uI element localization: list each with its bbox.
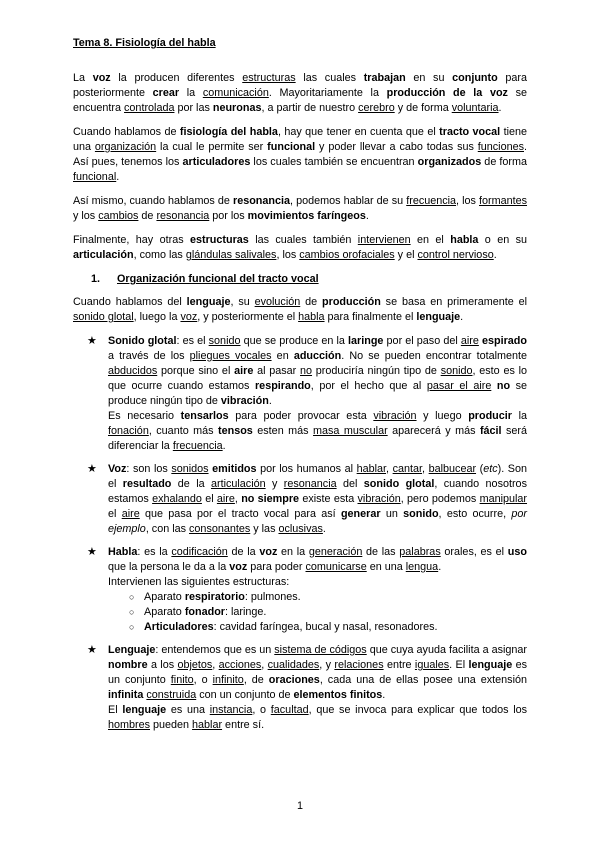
paragraph-intro: La voz la producen diferentes estructuras las cuales trabajan en su conjunto para posteriormente crear la comunicación. Mayoritariamente la producción de la voz se encuentra controlada por las neuronas, a partir de nuestro cerebro y de forma voluntaria. xyxy=(73,72,528,114)
document-page xyxy=(73,36,527,741)
list-item: ○ Articuladores: cavidad faríngea, bucal y nasal, resonadores. xyxy=(129,620,527,635)
page-number: 1 xyxy=(296,800,303,812)
star-icon: ★ xyxy=(87,546,97,558)
bullet-habla: ★ Habla: es la codificación de la voz en la generación de las palabras orales, es el uso que la persona le da a la voz para poder comunicarse en una lengua. Intervienen las siguientes estructuras: ○ Aparato respiratorio: pulmones. ○ Aparato fonador: laringe. ○ Articuladores: cavidad faríngea, bucal y nasal, resonadores. xyxy=(73,545,527,635)
list-item: ○ Aparato fonador: laringe. xyxy=(129,605,527,620)
bullet-lenguaje: ★ Lenguaje: entendemos que es un sistema de códigos que cuya ayuda facilita a asignar nombre a los objetos, acciones, cualidades, y relaciones entre iguales. El lenguaje es un conjunto finito, o infinito, de oraciones, cada una de ellas posee una extensión infinita construida con un conjunto de elementos finitos. El lenguaje es una instancia, o facultad, que se invoca para explicar que todos los hombres pueden hablar entre sí. xyxy=(87,644,528,731)
document-title: Tema 8. Fisiología del habla xyxy=(73,37,216,49)
paragraph-language: Cuando hablamos del lenguaje, su evolución de producción se basa en primeramente el sonido glotal, luego la voz, y posteriormente el habla para finalmente el lenguaje. xyxy=(73,296,528,323)
paragraph-resonance: Así mismo, cuando hablamos de resonancia, podemos hablar de su frecuencia, los formantes y los cambios de resonancia por los movimientos faríngeos. xyxy=(73,195,528,222)
paragraph-structures: Finalmente, hay otras estructuras las cuales también intervienen en el habla o en su articulación, como las glándulas salivales, los cambios orofaciales y el control nervioso. xyxy=(73,234,528,261)
section-heading: 1. Organización funcional del tracto vocal xyxy=(91,273,319,285)
star-icon: ★ xyxy=(87,463,97,475)
paragraph-physiology: Cuando hablamos de fisiología del habla, hay que tener en cuenta que el tracto vocal tiene una organización la cual le permite ser funcional y poder llevar a cabo todas sus funciones. Así pues, tenemos los articuladores los cuales también se encuentran organizados de forma funcional. xyxy=(73,126,527,183)
bullet-voz: ★ Voz: son los sonidos emitidos por los humanos al hablar, cantar, balbucear (etc). Son el resultado de la articulación y resonancia del sonido glotal, cuando nosotros estamos exhalando el aire, no siempre existe esta vibración, pero podemos manipular el aire que pasa por el tracto vocal para así generar un sonido, esto ocurre, por ejemplo, con las consonantes y las oclusivas. xyxy=(87,463,528,535)
star-icon: ★ xyxy=(87,644,97,656)
bullet-sonido-glotal: ★ Sonido glotal: es el sonido que se produce en la laringe por el paso del aire espirado a través de los pliegues vocales en aducción. No se pueden encontrar totalmente abducidos porque sino el aire al pasar no produciría ningún tipo de sonido, esto es lo que ocurre cuando estamos respirando, por el hecho que al pasar el aire no se produce ningún tipo de vibración. Es necesario tensarlos para poder provocar esta vibración y luego producir la fonación, cuanto más tensos esten más masa muscular aparecerá y más fácil será diferenciar la frecuencia. xyxy=(87,335,528,452)
star-icon: ★ xyxy=(87,335,97,347)
list-item: ○ Aparato respiratorio: pulmones. xyxy=(129,590,527,605)
